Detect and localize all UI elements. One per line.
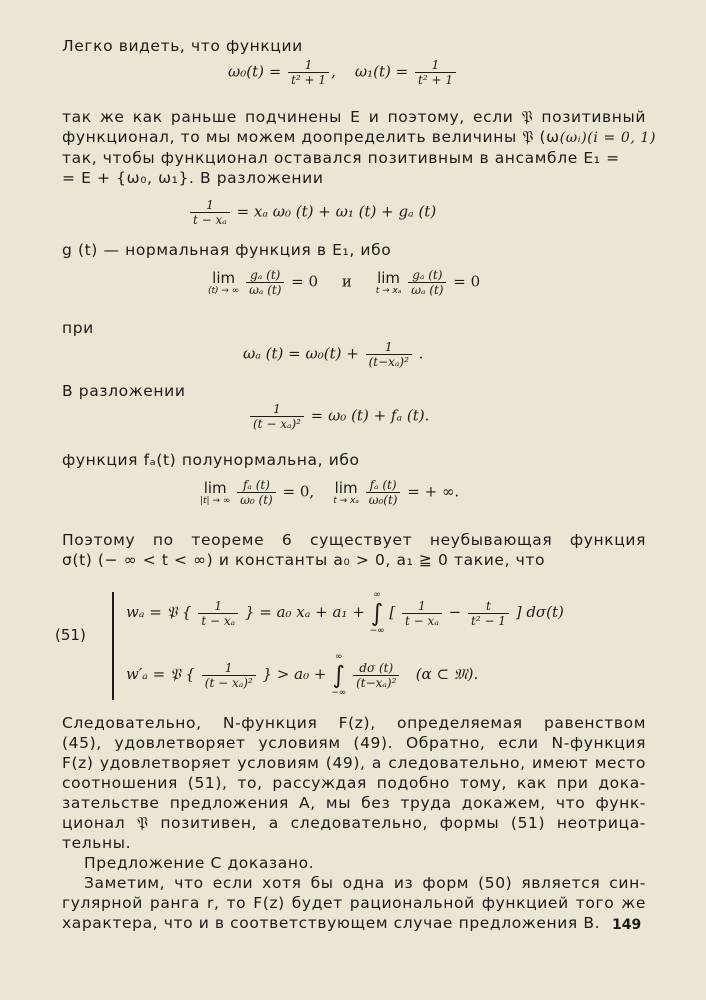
text-line-18: тельны. xyxy=(62,834,132,852)
formula-w-prime-alpha: w′ₐ = 𝔓 { $\frac{1}{\text{(t − xₐ)²}}$ } > a₀ + ∞ ∫ −∞ $\frac{d\sigma (t)}{\text{(t−xₐ)²}}$ (α ⊂ 𝔐). xyxy=(126,652,479,698)
text-line-5: = E + {ω₀, ω₁}. В разложении xyxy=(62,169,324,187)
text-line-21: гулярной ранга r, то F(z) будет рациональной функцией того же xyxy=(62,894,646,912)
formula-w-alpha: wₐ = 𝔓 { $\frac{1}{\text{t − xₐ}}$ } = a₀ xₐ + a₁ + ∞ ∫ −∞ [ $\frac{1}{\text{t − xₐ}}$ − $\frac{t}{\text{t² − 1}}$ ] dσ(t) xyxy=(126,590,564,636)
text-line-3: функционал, то мы можем доопределить величины 𝔓 (ω(ωᵢ)(i = 0, 1) xyxy=(62,128,657,146)
text-line-8: В разложении xyxy=(62,382,186,400)
text-line-20: Заметим, что если хотя бы одна из форм (50) является син- xyxy=(84,874,646,892)
text-line-9: функция fₐ(t) полунормальна, ибо xyxy=(62,451,360,469)
formula-omega-a: ωₐ (t) = ω₀(t) + $\frac{1}{\text{(t−xₐ)²}}$ . xyxy=(243,340,424,369)
text-line-12: Следовательно, N-функция F(z), определяемая равенством xyxy=(62,714,646,732)
text-line-19: Предложение C доказано. xyxy=(84,854,315,872)
text-line-1: Легко видеть, что функции xyxy=(62,37,303,55)
formula-omega0: ω₀(t) = $\frac{1}{\text{t² + 1}}$ , ω₁(t) = $\frac{1}{\text{t² + 1}}$ xyxy=(228,58,458,87)
text-line-17: ционал 𝔓 позитивен, а следовательно, формы (51) неотрица- xyxy=(62,814,646,832)
text-line-11: σ(t) (− ∞ < t < ∞) и константы a₀ > 0, a₁ ≧ 0 такие, что xyxy=(62,551,546,569)
formula-decomposition-1: $\frac{1}{\text{t − xₐ}}$ = xₐ ω₀ (t) + ω₁ (t) + gₐ (t) xyxy=(188,198,436,227)
text-line-15: соотношения (51), то, рассуждая подобно тому, как при дока- xyxy=(62,774,646,792)
text-line-6: g (t) — нормальная функция в E₁, ибо xyxy=(62,241,392,259)
text-line-7: при xyxy=(62,319,94,337)
formula-limits-f: lim |t| → ∞ $\frac{\text{fₐ (t)}}{\text{ω₀ (t)}}$ = 0, lim t → xₐ $\frac{\text{fₐ (t)}}{\text{ω₀(t)}}$ = + ∞. xyxy=(200,478,460,507)
text-line-13: (45), удовлетворяет условиям (49). Обратно, если N-функция xyxy=(62,734,646,752)
text-line-2: так же как раньше подчинены E и поэтому, если 𝔓 позитивный xyxy=(62,108,646,126)
formula-limits-g: lim (t) → ∞ $\frac{\text{gₐ (t)}}{\text{ωₐ (t)}}$ = 0 и lim t → xₐ $\frac{\text{gₐ (t)}}{\text{ωₐ (t)}}$ = 0 xyxy=(208,268,481,297)
system-brace xyxy=(112,592,114,700)
text-line-14: F(z) удовлетворяет условиям (49), а следовательно, имеют место xyxy=(62,754,646,772)
equation-number-51: (51) xyxy=(55,626,86,644)
page-number: 149 xyxy=(612,917,642,933)
formula-decomposition-2: $\frac{1}{\text{(t − xₐ)²}}$ = ω₀ (t) + fₐ (t). xyxy=(248,402,429,431)
text-line-10: Поэтому по теореме 6 существует неубывающая функция xyxy=(62,531,646,549)
text-line-16: зательстве предложения A, мы без труда докажем, что функ- xyxy=(62,794,646,812)
text-line-22: характера, что и в соответствующем случае предложения B. xyxy=(62,914,601,932)
text-line-4: так, чтобы функционал оставался позитивным в ансамбле E₁ = xyxy=(62,149,620,167)
